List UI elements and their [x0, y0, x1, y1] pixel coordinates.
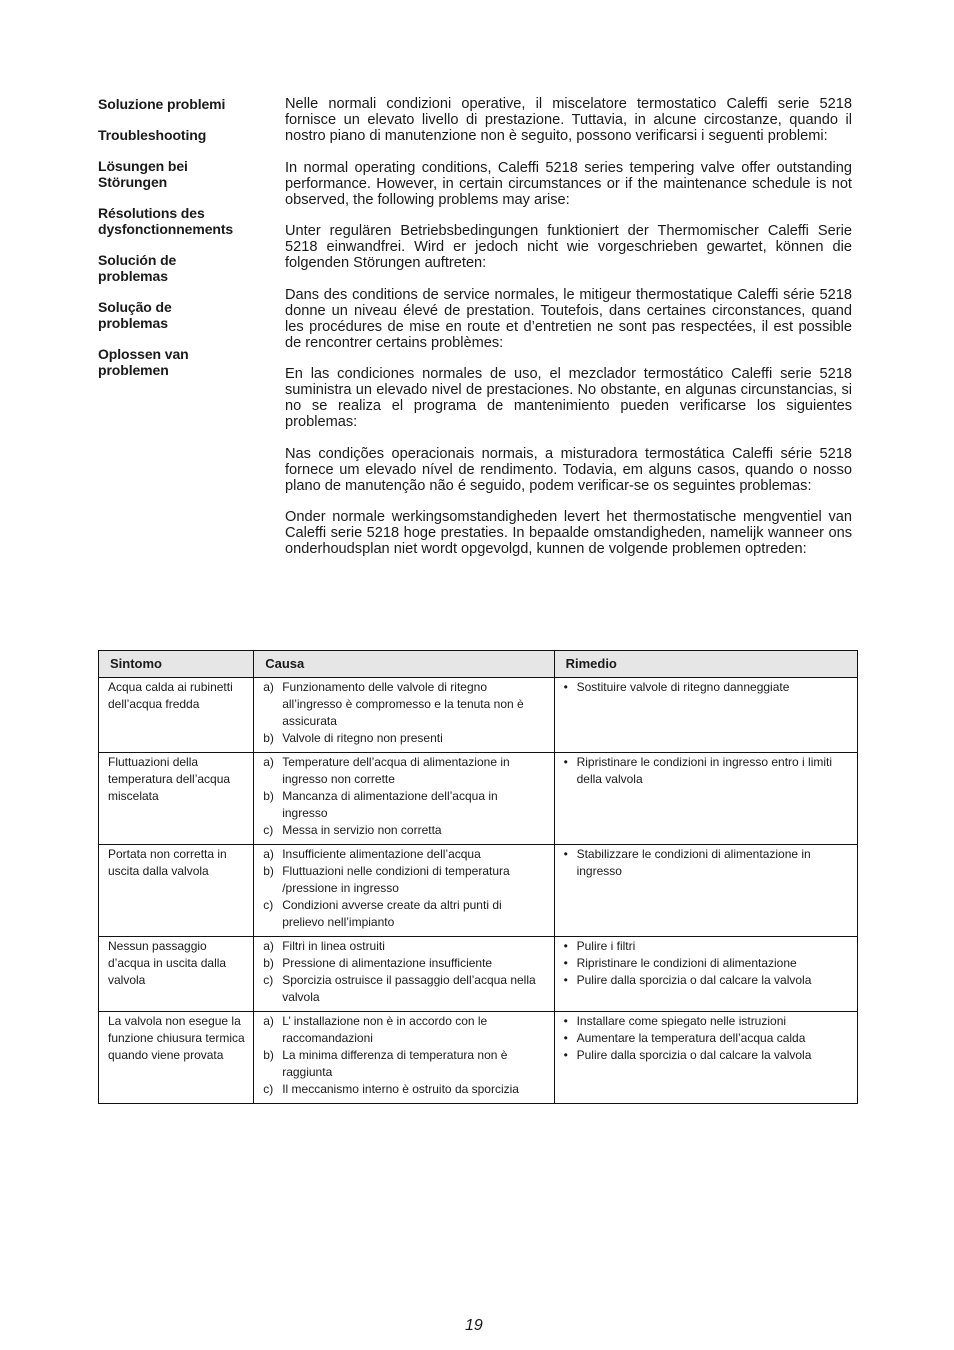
cause-text: Il meccanismo interno è ostruito da sporcizia — [282, 1082, 519, 1096]
cause-marker: b) — [263, 956, 274, 970]
cause-item — [263, 679, 545, 730]
remedy-item — [564, 754, 849, 788]
bullet-icon: • — [563, 1014, 568, 1028]
remedy-text: Stabilizzare le condizioni di alimentazione in ingresso — [576, 847, 811, 878]
remedy-text: Aumentare la temperatura dell’acqua calda — [576, 1031, 806, 1045]
symptom-cell: La valvola non esegue la funzione chiusura termica quando viene provata — [99, 1012, 254, 1104]
table-row — [99, 678, 858, 753]
cause-marker: b) — [263, 731, 274, 745]
symptom-cell: Fluttuazioni della temperatura dell’acqua miscelata — [99, 753, 254, 845]
cause-item — [263, 938, 545, 955]
remedy-item — [564, 1047, 849, 1064]
remedy-text: Pulire dalla sporcizia o dal calcare la valvola — [576, 1048, 812, 1062]
cause-item — [263, 822, 545, 839]
cause-marker: c) — [263, 1082, 274, 1096]
cause-marker: b) — [263, 1048, 274, 1062]
remedy-text: Pulire i filtri — [576, 939, 636, 953]
cause-cell — [254, 678, 554, 753]
remedy-text: Pulire dalla sporcizia o dal calcare la valvola — [576, 973, 812, 987]
table-row — [99, 937, 858, 1012]
cause-item — [263, 955, 545, 972]
heading-french: Résolutions des dysfonctionnements — [98, 205, 234, 237]
cause-text: Pressione di alimentazione insufficiente — [282, 956, 493, 970]
paragraph-spanish: En las condiciones normales de uso, el mezclador termostático Caleffi serie 5218 suministra un elevado nivel de prestaciones. No obstante, en algunas circunstancias, si no se realiza el programa de mantenimiento pueden verificarse los siguientes problemas: — [285, 366, 852, 430]
cause-item — [263, 863, 545, 897]
cause-cell — [254, 845, 554, 937]
bullet-icon: • — [563, 847, 568, 861]
remedy-item — [564, 938, 849, 955]
remedy-item — [564, 955, 849, 972]
cause-text: Sporcizia ostruisce il passaggio dell’acqua nella valvola — [282, 973, 536, 1004]
cause-cell — [254, 1012, 554, 1104]
remedy-text: Ripristinare le condizioni di alimentazione — [576, 956, 797, 970]
symptom-cell: Acqua calda ai rubinetti dell’acqua fredda — [99, 678, 254, 753]
remedy-cell — [554, 1012, 857, 1104]
remedy-item — [564, 1013, 849, 1030]
heading-portuguese: Solução de problemas — [98, 299, 172, 331]
paragraph-english: In normal operating conditions, Caleffi 5218 series tempering valve offer outstanding performance. However, in certain circumstances or if the maintenance schedule is not observed, the following problems may arise: — [285, 159, 852, 208]
cause-text: Valvole di ritegno non presenti — [282, 731, 443, 745]
paragraph-french: Dans des conditions de service normales, le mitigeur thermostatique Caleffi série 5218 donne un niveau élevé de prestation. Toutefois, dans certaines circonstances, quand les procédures de mise en route et d’entretien ne sont pas respectées, il est possible de rencontrer certains problèmes: — [285, 286, 852, 351]
paragraph-german: Unter regulären Betriebsbedingungen funktioniert der Thermomischer Caleffi Serie 5218 einwandfrei. Wird er jedoch nicht wie vorgeschrieben gewartet, können die folgenden Störungen auftreten: — [285, 223, 852, 271]
remedy-item — [564, 679, 849, 696]
cause-item — [263, 972, 545, 1006]
remedy-item — [564, 1030, 849, 1047]
remedy-item — [564, 972, 849, 989]
heading-english: Troubleshooting — [98, 127, 207, 143]
heading-italian: Soluzione problemi — [98, 96, 226, 112]
cause-marker: c) — [263, 973, 274, 987]
header-cause: Causa — [254, 651, 554, 678]
remedy-text: Ripristinare le condizioni in ingresso entro i limiti della valvola — [576, 755, 833, 786]
cause-marker: a) — [263, 755, 274, 769]
bullet-icon: • — [563, 956, 568, 970]
cause-text: L’ installazione non è in accordo con le raccomandazioni — [282, 1014, 488, 1045]
cause-text: Insufficiente alimentazione dell’acqua — [282, 847, 481, 861]
sidebar-headings — [98, 96, 278, 393]
cause-marker: a) — [263, 939, 274, 953]
cause-marker: a) — [263, 680, 274, 694]
cause-text: Funzionamento delle valvole di ritegno all’ingresso è compromesso e la tenuta non è assicurata — [282, 680, 524, 728]
bullet-icon: • — [563, 755, 568, 769]
symptom-cell: Nessun passaggio d’acqua in uscita dalla valvola — [99, 937, 254, 1012]
cause-marker: b) — [263, 789, 274, 803]
table-row — [99, 1012, 858, 1104]
cause-item — [263, 754, 545, 788]
cause-text: Filtri in linea ostruiti — [282, 939, 385, 953]
cause-item — [263, 788, 545, 822]
cause-marker: c) — [263, 898, 274, 912]
cause-text: Condizioni avverse create da altri punti di prelievo nell’impianto — [282, 898, 502, 929]
cause-marker: c) — [263, 823, 274, 837]
heading-dutch: Oplossen van problemen — [98, 346, 189, 378]
cause-text: Temperature dell’acqua di alimentazione in ingresso non corrette — [282, 755, 510, 786]
cause-item — [263, 1047, 545, 1081]
header-symptom: Sintomo — [99, 651, 254, 678]
cause-marker: a) — [263, 847, 274, 861]
remedy-cell — [554, 753, 857, 845]
bullet-icon: • — [563, 1031, 568, 1045]
cause-item — [263, 846, 545, 863]
symptom-cell: Portata non corretta in uscita dalla valvola — [99, 845, 254, 937]
remedy-cell — [554, 678, 857, 753]
paragraph-dutch: Onder normale werkingsomstandigheden levert het thermostatische mengventiel van Caleffi serie 5218 hoge prestaties. In bepaalde omstandigheden, namelijk wanneer ons onderhoudsplan niet wordt opgevolgd, kunnen de volgende problemen optreden: — [285, 509, 852, 557]
bullet-icon: • — [563, 1048, 568, 1062]
table-header-row — [99, 651, 858, 678]
remedy-cell — [554, 937, 857, 1012]
heading-german: Lösungen bei Störungen — [98, 158, 188, 190]
remedy-item — [564, 846, 849, 880]
cause-cell — [254, 937, 554, 1012]
remedy-cell — [554, 845, 857, 937]
cause-cell — [254, 753, 554, 845]
bullet-icon: • — [563, 939, 568, 953]
cause-text: Fluttuazioni nelle condizioni di temperatura /pressione in ingresso — [282, 864, 510, 895]
bullet-icon: • — [563, 680, 568, 694]
remedy-text: Installare come spiegato nelle istruzioni — [576, 1014, 787, 1028]
paragraph-italian: Nelle normali condizioni operative, il miscelatore termostatico Caleffi serie 5218 fornisce un elevato livello di prestazione. Tuttavia, in alcune circostanze, quando il nostro piano di manutenzione non è seguito, possono verificarsi i seguenti problemi: — [285, 96, 852, 144]
cause-text: Mancanza di alimentazione dell’acqua in ingresso — [282, 789, 498, 820]
table-body — [99, 678, 858, 1104]
cause-marker: b) — [263, 864, 274, 878]
cause-item — [263, 1081, 545, 1098]
troubleshooting-table — [98, 650, 858, 1104]
heading-spanish: Solución de problemas — [98, 252, 177, 284]
bullet-icon: • — [563, 973, 568, 987]
cause-text: La minima differenza di temperatura non è raggiunta — [282, 1048, 508, 1079]
cause-item — [263, 730, 545, 747]
table-row — [99, 845, 858, 937]
cause-item — [263, 1013, 545, 1047]
paragraph-portuguese: Nas condições operacionais normais, a misturadora termostática Caleffi série 5218 fornece um elevado nível de rendimento. Todavia, em alguns casos, quando o nosso plano de manutenção não é seguido, podem verificar-se os seguintes problemas: — [285, 445, 852, 494]
remedy-text: Sostituire valvole di ritegno danneggiate — [576, 680, 790, 694]
intro-paragraphs — [285, 96, 852, 573]
cause-text: Messa in servizio non corretta — [282, 823, 442, 837]
page-number: 19 — [465, 1317, 483, 1334]
cause-item — [263, 897, 545, 931]
cause-marker: a) — [263, 1014, 274, 1028]
table-row — [99, 753, 858, 845]
header-remedy: Rimedio — [554, 651, 857, 678]
